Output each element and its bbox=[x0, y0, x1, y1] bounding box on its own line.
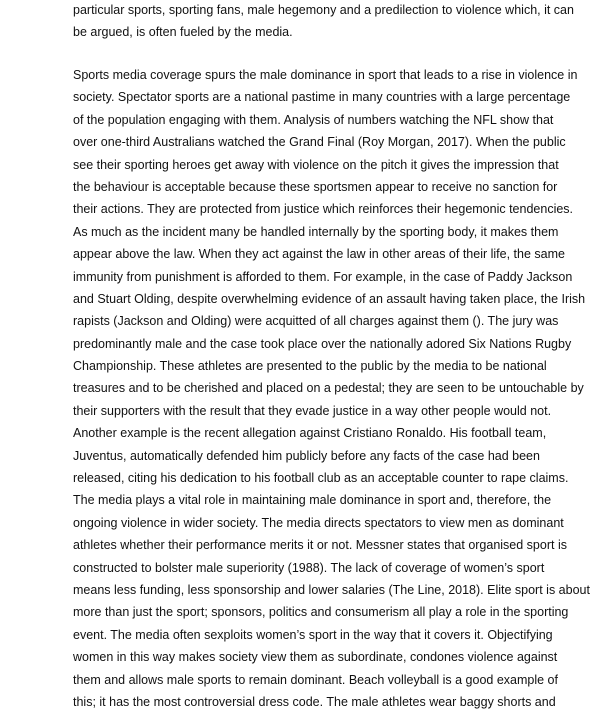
text-line: Another example is the recent allegation against Cristiano Ronaldo. His football team, bbox=[73, 426, 547, 441]
text-line: As much as the incident many be handled internally by the sporting body, it makes them bbox=[73, 224, 559, 239]
text-line: their supporters with the result that they evade justice in a way other people would not. bbox=[73, 403, 552, 418]
text-line: of the population engaging with them. Analysis of numbers watching the NFL show that bbox=[73, 112, 554, 127]
text-line: means less funding, less sponsorship and lower salaries (The Line, 2018). Elite sport is about bbox=[73, 582, 590, 597]
text-line: ongoing violence in wider society. The media directs spectators to view men as dominant bbox=[73, 515, 564, 530]
paragraph-intro-continuation bbox=[73, 0, 574, 44]
text-line: immunity from punishment is afforded to them. For example, in the case of Paddy Jackson bbox=[73, 269, 573, 284]
text-line: treasures and to be cherished and placed on a pedestal; they are seen to be untouchable by bbox=[73, 381, 584, 396]
text-line: the behaviour is acceptable because these sportsmen appear to receive no sanction for bbox=[73, 179, 558, 194]
text-line: their actions. They are protected from justice which reinforces their hegemonic tendencies. bbox=[73, 202, 574, 217]
text-line: society. Spectator sports are a national pastime in many countries with a large percentage bbox=[73, 90, 571, 105]
text-line: appear above the law. When they act against the law in other areas of their life, the same bbox=[73, 247, 565, 262]
text-line: them and allows male sports to remain dominant. Beach volleyball is a good example of bbox=[73, 672, 558, 687]
text-line: athletes whether their performance merits it or not. Messner states that organised sport is bbox=[73, 538, 567, 553]
text-line: The media plays a vital role in maintaining male dominance in sport and, therefore, the bbox=[73, 493, 552, 508]
text-line: Championship. These athletes are presented to the public by the media to be national bbox=[73, 359, 547, 374]
text-line: predominantly male and the case took place over the nationally adored Six Nations Rugby bbox=[73, 336, 572, 351]
text-line: rapists (Jackson and Olding) were acquitted of all charges against them (). The jury was bbox=[73, 314, 559, 329]
text-line: and Stuart Olding, despite overwhelming evidence of an assault having taken place, the Irish bbox=[73, 291, 586, 306]
text-line: more than just the sport; sponsors, politics and consumerism all play a role in the sporting bbox=[73, 605, 569, 620]
text-line: constructed to bolster male superiority (1988). The lack of coverage of women’s sport bbox=[73, 560, 545, 575]
text-line: this; it has the most controversial dress code. The male athletes wear baggy shorts and bbox=[73, 694, 556, 709]
text-line: see their sporting heroes get away with violence on the pitch it gives the impression that bbox=[73, 157, 559, 172]
text-line: be argued, is often fueled by the media. bbox=[73, 25, 293, 40]
text-line: Juventus, automatically defended him publicly before any facts of the case had been bbox=[73, 448, 540, 463]
text-line: women in this way makes society view them as subordinate, condones violence against bbox=[73, 650, 558, 665]
text-line: particular sports, sporting fans, male hegemony and a predilection to violence which, it can bbox=[73, 3, 574, 17]
text-line: Sports media coverage spurs the male dominance in sport that leads to a rise in violence in bbox=[73, 68, 578, 82]
text-line: released, citing his dedication to his football club as an acceptable counter to rape claims. bbox=[73, 471, 569, 486]
text-line: event. The media often sexploits women’s sport in the way that it covers it. Objectifying bbox=[73, 627, 553, 642]
paragraph-sports-media-coverage bbox=[73, 64, 590, 709]
text-line: over one-third Australians watched the Grand Final (Roy Morgan, 2017). When the public bbox=[73, 135, 566, 150]
